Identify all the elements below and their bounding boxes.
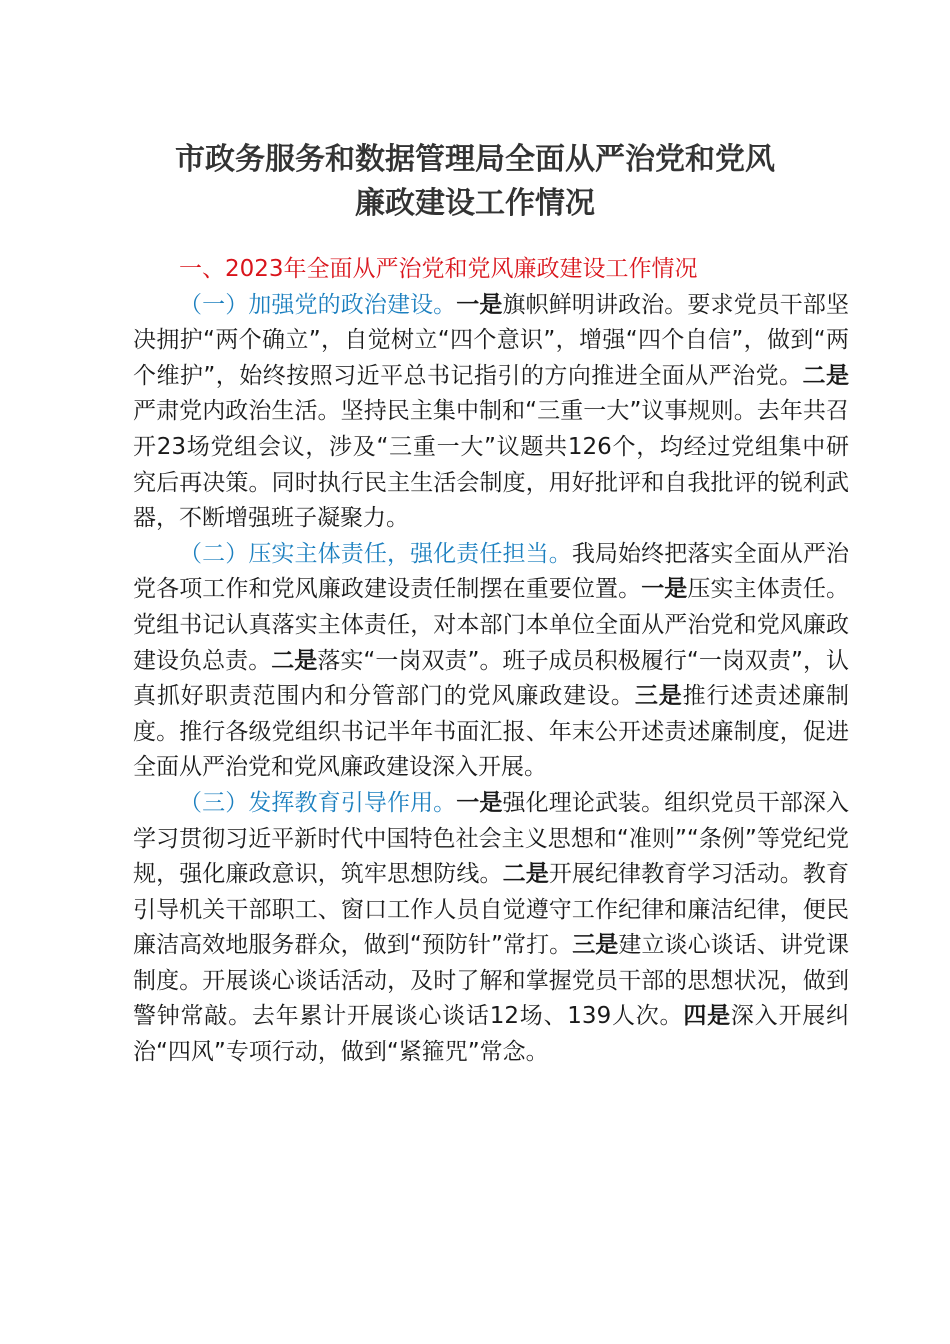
paragraph-text: 旗帜鲜明讲政治。要求党员干部坚决拥护“两个确立”，自觉树立“四个意识”，增强“四个自信”，做到“两个维护”，始终按照习近平总书记指引的方向推进全面从严治党。: [133, 291, 850, 389]
subheading-2: （二）压实主体责任，强化责任担当。: [179, 540, 572, 567]
keyword: 二是: [502, 861, 549, 888]
keyword: 二是: [271, 647, 318, 674]
section-1-heading: 一、2023年全面从严治党和党风廉政建设工作情况: [179, 256, 698, 282]
paragraph-text: 压实主体责任。党组书记认真落实主体责任，对本部门本单位全面从严治党和党风廉政建设负总责。: [133, 576, 850, 674]
paragraph-text: 推行述责述廉制度。推行各级党组织书记半年书面汇报、年末公开述责述廉制度，促进全面从严治党和党风廉政建设深入开展。: [133, 683, 850, 781]
keyword: 三是: [572, 932, 619, 959]
document-body: [133, 252, 849, 1071]
paragraph-education-guidance: [133, 786, 849, 1071]
subheading-3: （三）发挥教育引导作用。: [179, 789, 457, 816]
keyword: 二是: [802, 362, 850, 389]
paragraph-text: 落实“一岗双责”。班子成员积极履行“一岗双责”，认真抓好职责范围内和分管部门的党风廉政建设。: [133, 647, 850, 710]
paragraph-text: 建立谈心谈话、讲党课制度。开展谈心谈话活动，及时了解和掌握党员干部的思想状况，做到警钟常敲。去年累计开展谈心谈话12场、139人次。: [133, 932, 850, 1030]
paragraph-text: 我局始终把落实全面从严治党各项工作和党风廉政建设责任制摆在重要位置。: [133, 540, 850, 603]
paragraph-political-building: [133, 288, 849, 537]
paragraph-text: 开展纪律教育学习活动。教育引导机关干部职工、窗口工作人员自觉遵守工作纪律和廉洁纪律，便民廉洁高效地服务群众，做到“预防针”常打。: [133, 861, 850, 959]
subheading-1: （一）加强党的政治建设。: [179, 291, 457, 318]
keyword: 四是: [683, 1003, 731, 1030]
keyword: 一是: [456, 291, 503, 318]
section-heading: [133, 252, 849, 288]
keyword: 三是: [634, 683, 683, 710]
keyword: 一是: [641, 576, 688, 603]
title-line-1: 市政务服务和数据管理局全面从严治党和党风: [175, 142, 775, 177]
title-line-2: 廉政建设工作情况: [355, 186, 595, 221]
paragraph-main-responsibility: [133, 537, 849, 786]
paragraph-text: 强化理论武装。组织党员干部深入学习贯彻习近平新时代中国特色社会主义思想和“准则”“条例”等党纪党规，强化廉政意识，筑牢思想防线。: [133, 789, 850, 888]
keyword: 一是: [456, 789, 503, 816]
paragraph-text: 深入开展纠治“四风”专项行动，做到“紧箍咒”常念。: [133, 1003, 850, 1066]
document-title: [110, 138, 840, 226]
paragraph-text: 严肃党内政治生活。坚持民主集中制和“三重一大”议事规则。去年共召开23场党组会议，涉及“三重一大”议题共126个，均经过党组集中研究后再决策。同时执行民主生活会制度，用好批评和自我批评的锐利武器，不断增强班子凝聚力。: [133, 398, 849, 532]
